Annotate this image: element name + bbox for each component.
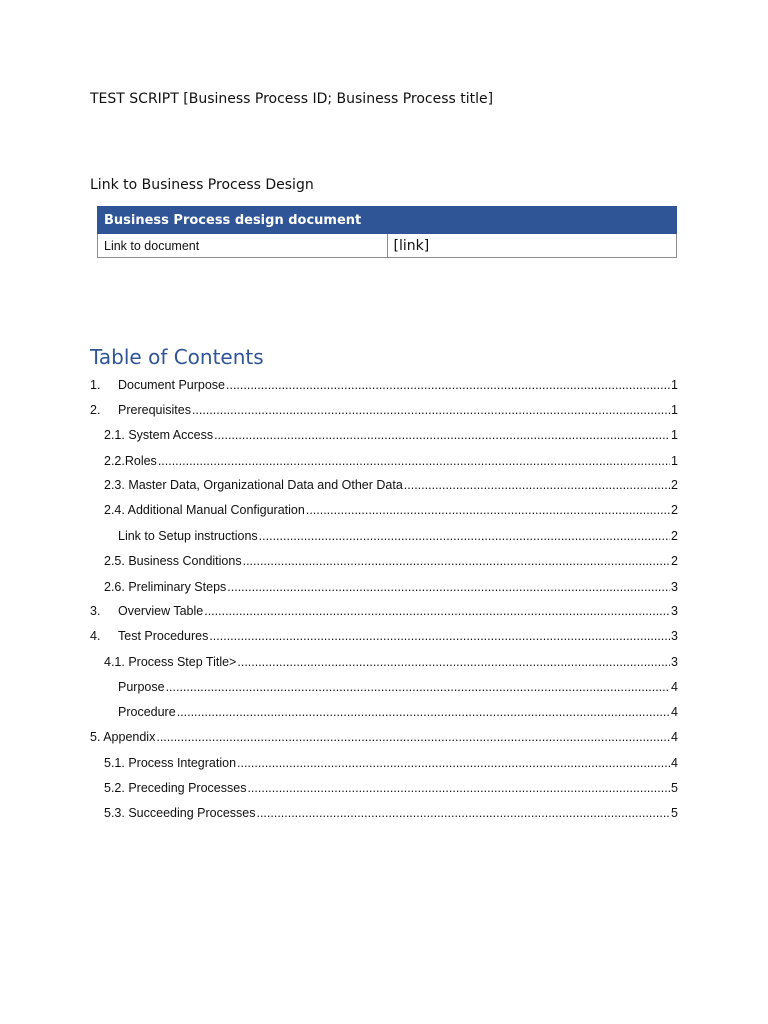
toc-heading: Table of Contents: [90, 345, 264, 369]
toc-entry-label: Test Procedures: [118, 629, 209, 643]
toc-entry[interactable]: [90, 374, 678, 392]
toc-leader: [158, 454, 670, 468]
toc-entry-number: 3.: [90, 604, 101, 618]
toc-leader: [259, 529, 670, 543]
toc-entry-page: 1: [671, 428, 678, 442]
toc-entry[interactable]: [90, 676, 678, 694]
toc-entry-label: Procedure: [118, 705, 176, 719]
toc-entry-label: Prerequisites: [118, 403, 191, 417]
toc-entry-label: Overview Table: [118, 604, 204, 618]
toc-entry-label: 2.6. Preliminary Steps: [104, 580, 227, 594]
toc-leader: [177, 705, 670, 719]
toc-entry[interactable]: [90, 777, 678, 795]
toc-entry-label: 5. Appendix: [90, 730, 156, 744]
toc-entry-label: 2.4. Additional Manual Configuration: [104, 503, 305, 517]
toc-leader: [214, 428, 670, 442]
toc-entry-page: 1: [671, 378, 678, 392]
toc-entry[interactable]: [90, 651, 678, 669]
toc-leader: [226, 378, 670, 392]
toc-entry-label: 5.3. Succeeding Processes: [104, 806, 256, 820]
toc-entry[interactable]: [90, 726, 678, 744]
toc-entry-label: 5.2. Preceding Processes: [104, 781, 247, 795]
toc-entry[interactable]: [90, 600, 678, 618]
toc-entry-label: 4.1. Process Step Title>: [104, 655, 237, 669]
toc-entry-page: 4: [671, 730, 678, 744]
toc-entry[interactable]: [90, 450, 678, 468]
toc-entry-number: 4.: [90, 629, 101, 643]
toc-entry-page: 3: [671, 629, 678, 643]
toc-entry[interactable]: [90, 752, 678, 770]
toc-entry[interactable]: [90, 701, 678, 719]
toc-leader: [237, 655, 670, 669]
toc-entry-page: 2: [671, 503, 678, 517]
toc-leader: [247, 781, 670, 795]
toc-entry-page: 2: [671, 529, 678, 543]
toc-entry-page: 1: [671, 403, 678, 417]
toc-entry-label: 2.2.Roles: [104, 454, 157, 468]
toc-entry-label: 2.3. Master Data, Organizational Data and Other Data: [104, 478, 403, 492]
toc-entry[interactable]: [90, 399, 678, 417]
toc-entry-label: Document Purpose: [118, 378, 226, 392]
toc-entry-page: 3: [671, 604, 678, 618]
table-header: Business Process design document: [98, 207, 677, 234]
table-header-row: [98, 207, 677, 234]
toc-entry-number: 2.: [90, 403, 101, 417]
toc-leader: [306, 503, 670, 517]
toc-entry-label: Purpose: [118, 680, 165, 694]
toc-entry[interactable]: [90, 625, 678, 643]
toc-entry-page: 5: [671, 806, 678, 820]
toc-entry-page: 3: [671, 580, 678, 594]
toc-entry-page: 5: [671, 781, 678, 795]
toc-entry-label: 5.1. Process Integration: [104, 756, 237, 770]
toc-leader: [256, 806, 670, 820]
toc-entry-page: 2: [671, 478, 678, 492]
toc-leader: [227, 580, 670, 594]
toc-entry[interactable]: [90, 576, 678, 594]
toc-entry-page: 3: [671, 655, 678, 669]
toc-leader: [404, 478, 670, 492]
link-section-heading: Link to Business Process Design: [90, 177, 314, 193]
toc-entry-page: 2: [671, 554, 678, 568]
toc-entry-page: 4: [671, 756, 678, 770]
toc-leader: [243, 554, 670, 568]
toc-entry[interactable]: [90, 474, 678, 492]
toc-entry[interactable]: [90, 802, 678, 820]
toc-entry-page: 4: [671, 705, 678, 719]
toc-entry-label: 2.5. Business Conditions: [104, 554, 242, 568]
toc-leader: [204, 604, 670, 618]
document-title: TEST SCRIPT [Business Process ID; Business Process title]: [90, 91, 494, 107]
toc-entry-label: Link to Setup instructions: [118, 529, 258, 543]
toc-leader: [192, 403, 670, 417]
toc-entry-page: 1: [671, 454, 678, 468]
toc-entry-label: 2.1. System Access: [104, 428, 214, 442]
toc-leader: [166, 680, 670, 694]
link-row-label: Link to document: [98, 234, 388, 258]
toc-leader: [156, 730, 670, 744]
table-row: [98, 234, 677, 258]
business-process-table: [97, 206, 677, 258]
toc-leader: [209, 629, 670, 643]
toc-entry[interactable]: [90, 424, 678, 442]
toc-entry[interactable]: [90, 499, 678, 517]
toc-entry-page: 4: [671, 680, 678, 694]
toc-leader: [237, 756, 670, 770]
toc-entry[interactable]: [90, 525, 678, 543]
toc-entry[interactable]: [90, 550, 678, 568]
toc-entry-number: 1.: [90, 378, 101, 392]
link-row-value[interactable]: [link]: [387, 234, 677, 258]
